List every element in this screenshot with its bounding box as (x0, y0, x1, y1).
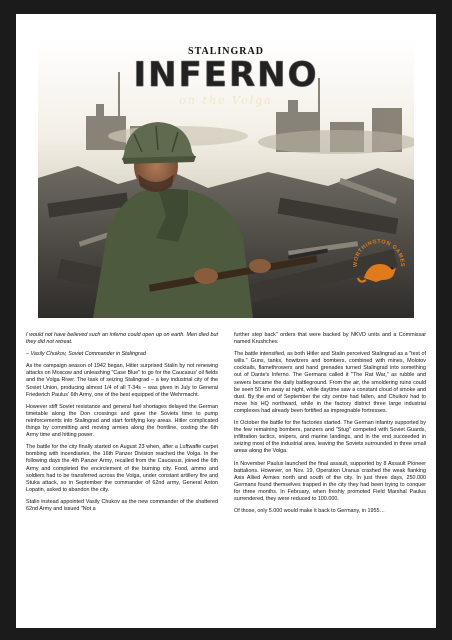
logo-text: WORTHINGTON GAMES (352, 238, 406, 268)
publisher-logo (348, 234, 410, 296)
title-kicker: STALINGRAD (188, 46, 264, 57)
paragraph: In October the battle for the factories started. The German infantry supported by the few remaining bombers, panzers and "Stug" competed with Soviet Guards, infiltration tactics, snipers, and marine landings, and in the end succeeded in seizing most of the industrial area, leaving the Soviets surrounded in three small areas along the Volga. (234, 420, 426, 455)
paragraph: The battle intensified, as both Hitler and Stalin perceived Stalingrad as a "test of wills." Guns, tanks, howitzers and bombers, combined with mines, Molotov cocktails, flamethrowers and hand grenades turned Stalingrad into something out of Dante's Inferno. The Germans called it "The Rat War," as rubble and sewers became the daily battleground. From the air, the smoldering ruins could be seen 50 km away at night, while daytime saw a constant cloud of smoke and dust. By the end of September the city centre had fallen, and Chuikov had to move his HQ northward, while in the factory district three large industrial complexes had already been fortified as impregnable fortresses. (234, 351, 426, 414)
cover-photo (38, 38, 414, 318)
paragraph: However stiff Soviet resistance and general fuel shortages delayed the German timetable along the Don crossings and gave the Soviets time to pump reinforcements into Stalingrad and start fortifying key areas. Hitler complicated things by committing and moving armies along the frontline, costing the 6th Army time and hitting power. (26, 403, 218, 439)
paragraph: In November Paulus launched the final assault, supported by 8 Assault Pioneer battalions. However, on Nov. 19, Operation Uranus crashed the weak flanking Axis Allied Armies north and south of the city. In just three days, 250.000 Germans found themselves trapped in the city they had been trying to conquer for three months. In February, when freshly promoted Field Marshal Paulus surrendered, they were reduced to 100.000. (234, 460, 426, 502)
paragraph: Of those, only 5.000 would make it back to Germany, in 1955… (234, 508, 385, 515)
epigraph-quote: I would not have believed such an inferno could open up on earth. Men died but they did not retreat. (26, 332, 218, 346)
paragraph: As the campaign season of 1942 began, Hitler surprised Stalin by not renewing attacks on Moscow and unleashing "Case Blue" to go for the Caucasus' oil fields and the Volga River. The task of seizing Stalingrad – a key industrial city of the Soviet Union, producing almost 1/4 of all T-34s – was given in July to General Friederich Paulus' 6th Army, one of the best equipped of the Wehrmacht. (26, 363, 218, 398)
svg-text:WORTHINGTON GAMES (353, 239, 405, 267)
paragraph: further step back" orders that were backed by NKVD units and a Commissar named Krushchev. (234, 332, 426, 346)
epigraph-attribution: – Vasily Chuikov, Soviet Commander in Stalingrad (26, 351, 146, 358)
paragraph: The battle for the city finally started on August 23 when, after a Luftwaffe carpet bombing with incendiaries, the 16th Panzer Division reached the Volga. In the following days the 4th Panzer Army, recalled from the Caucasus, joined the 6th Army and completed the encirclement of the burning city. Food, ammo and soldiers had to be transferred across the Volga, under constant artillery fire and Stuka attack, so in September the commander of 62nd army, General Anton Lopatin, asked to abandon the city. (26, 444, 218, 493)
article-left-column (26, 332, 218, 622)
title-subtitle: on the Volga (179, 94, 273, 107)
article-body (26, 332, 426, 622)
article-right-column (234, 332, 426, 622)
title-main: INFERNO (133, 55, 319, 95)
paragraph: Stalin instead appointed Vasily Chukov as the new commander of the shattered 62nd Army and issued "Not a (26, 498, 218, 512)
page (16, 14, 436, 628)
